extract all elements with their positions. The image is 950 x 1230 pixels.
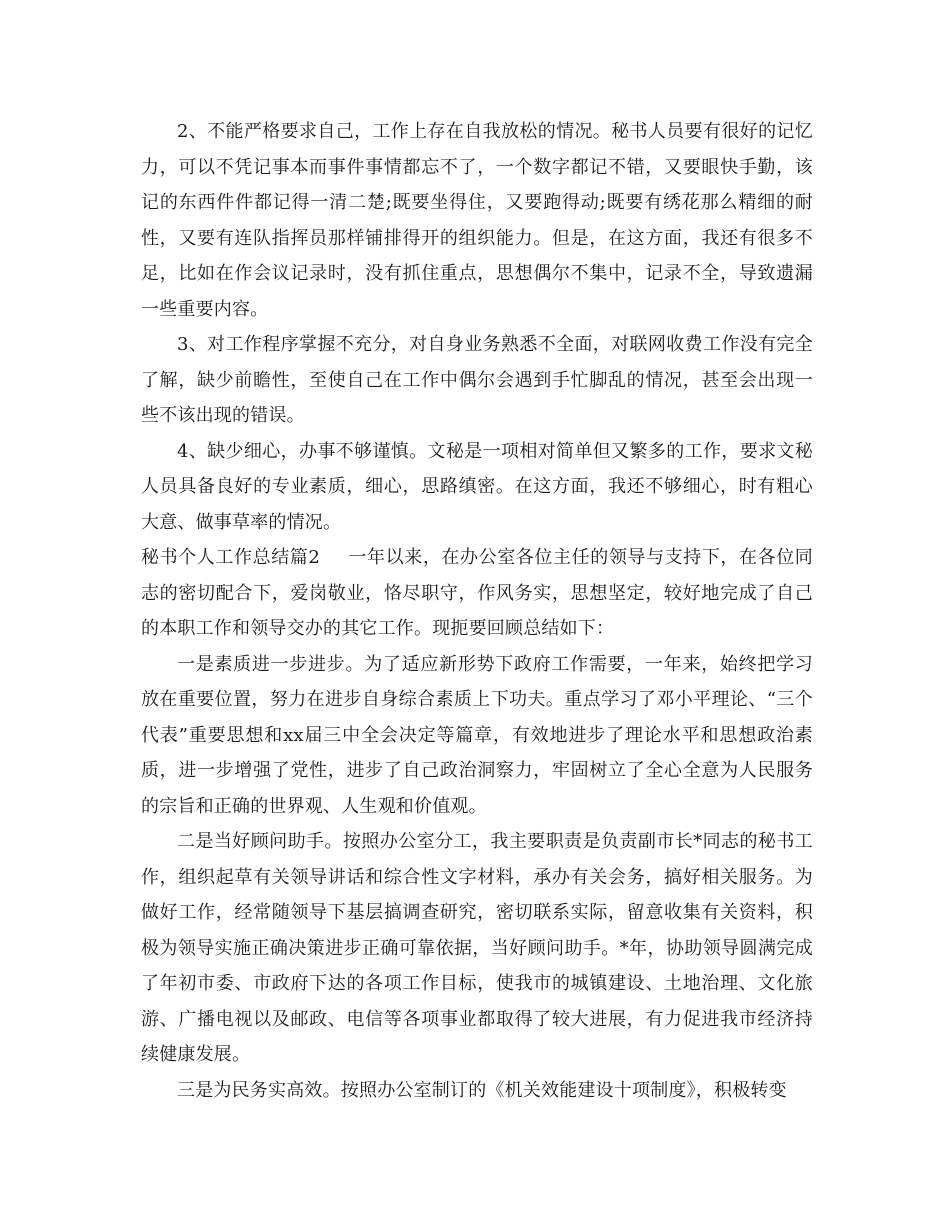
section-intro: 一年以来，在办公室各位主任的领导与支持下，在各位同志的密切配合下，爱岗敬业，恪尽职守，作风务实，思想坚定，较好地完成了自己的本职工作和领导交办的其它工作。现扼要回顾总结如下： bbox=[141, 547, 814, 639]
document-page bbox=[141, 114, 813, 1108]
paragraph-efficiency: 三是为民务实高效。按照办公室制订的《机关效能建设十项制度》，积极转变 bbox=[177, 1079, 787, 1101]
paragraph-advisor: 二是当好顾问助手。按照办公室分工，我主要职责是负责副市长*同志的秘书工作，组织起草有关领导讲话和综合性文字材料，承办有关会务，搞好相关服务。为做好工作，经常随领导下基层搞调查研究，密切联系实际，留意收集有关资料，积极为领导实施正确决策进步正确可靠依据，当好顾问助手。*年，协助领导圆满完成了年初市委、市政府下达的各项工作目标，使我市的城镇建设、土地治理、文化旅游、广播电视以及邮政、电信等各项事业都取得了较大进展，有力促进我市经济持续健康发展。 bbox=[141, 831, 813, 1065]
paragraph-3: 3、对工作程序掌握不充分，对自身业务熟悉不全面，对联网收费工作没有完全了解，缺少前瞻性，至使自己在工作中偶尔会遇到手忙脚乱的情况，甚至会出现一些不该出现的错误。 bbox=[141, 334, 813, 426]
paragraph-2: 2、不能严格要求自己，工作上存在自我放松的情况。秘书人员要有很好的记忆力，可以不凭记事本而事件事情都忘不了，一个数字都记不错，又要眼快手勤，该记的东西件件都记得一清二楚;既要坐得住，又要跑得动;既要有绣花那么精细的耐性，又要有连队指挥员那样铺排得开的组织能力。但是，在这方面，我还有很多不足，比如在作会议记录时，没有抓住重点，思想偶尔不集中，记录不全，导致遗漏一些重要内容。 bbox=[141, 121, 813, 320]
paragraph-4: 4、缺少细心，办事不够谨慎。文秘是一项相对简单但又繁多的工作，要求文秘人员具备良好的专业素质，细心，思路缜密。在这方面，我还不够细心，时有粗心大意、做事草率的情况。 bbox=[141, 440, 813, 533]
paragraph-quality: 一是素质进一步进步。为了适应新形势下政府工作需要，一年来，始终把学习放在重要位置，努力在进步自身综合素质上下功夫。重点学习了邓小平理论、“三个代表”重要思想和xx届三中全会决定等篇章，有效地进步了理论水平和思想政治素质，进一步增强了党性，进步了自己政治洞察力，牢固树立了全心全意为人民服务的宗旨和正确的世界观、人生观和价值观。 bbox=[141, 653, 813, 817]
section-title: 秘书个人工作总结篇2 bbox=[141, 547, 321, 568]
section-paragraph bbox=[141, 540, 813, 647]
